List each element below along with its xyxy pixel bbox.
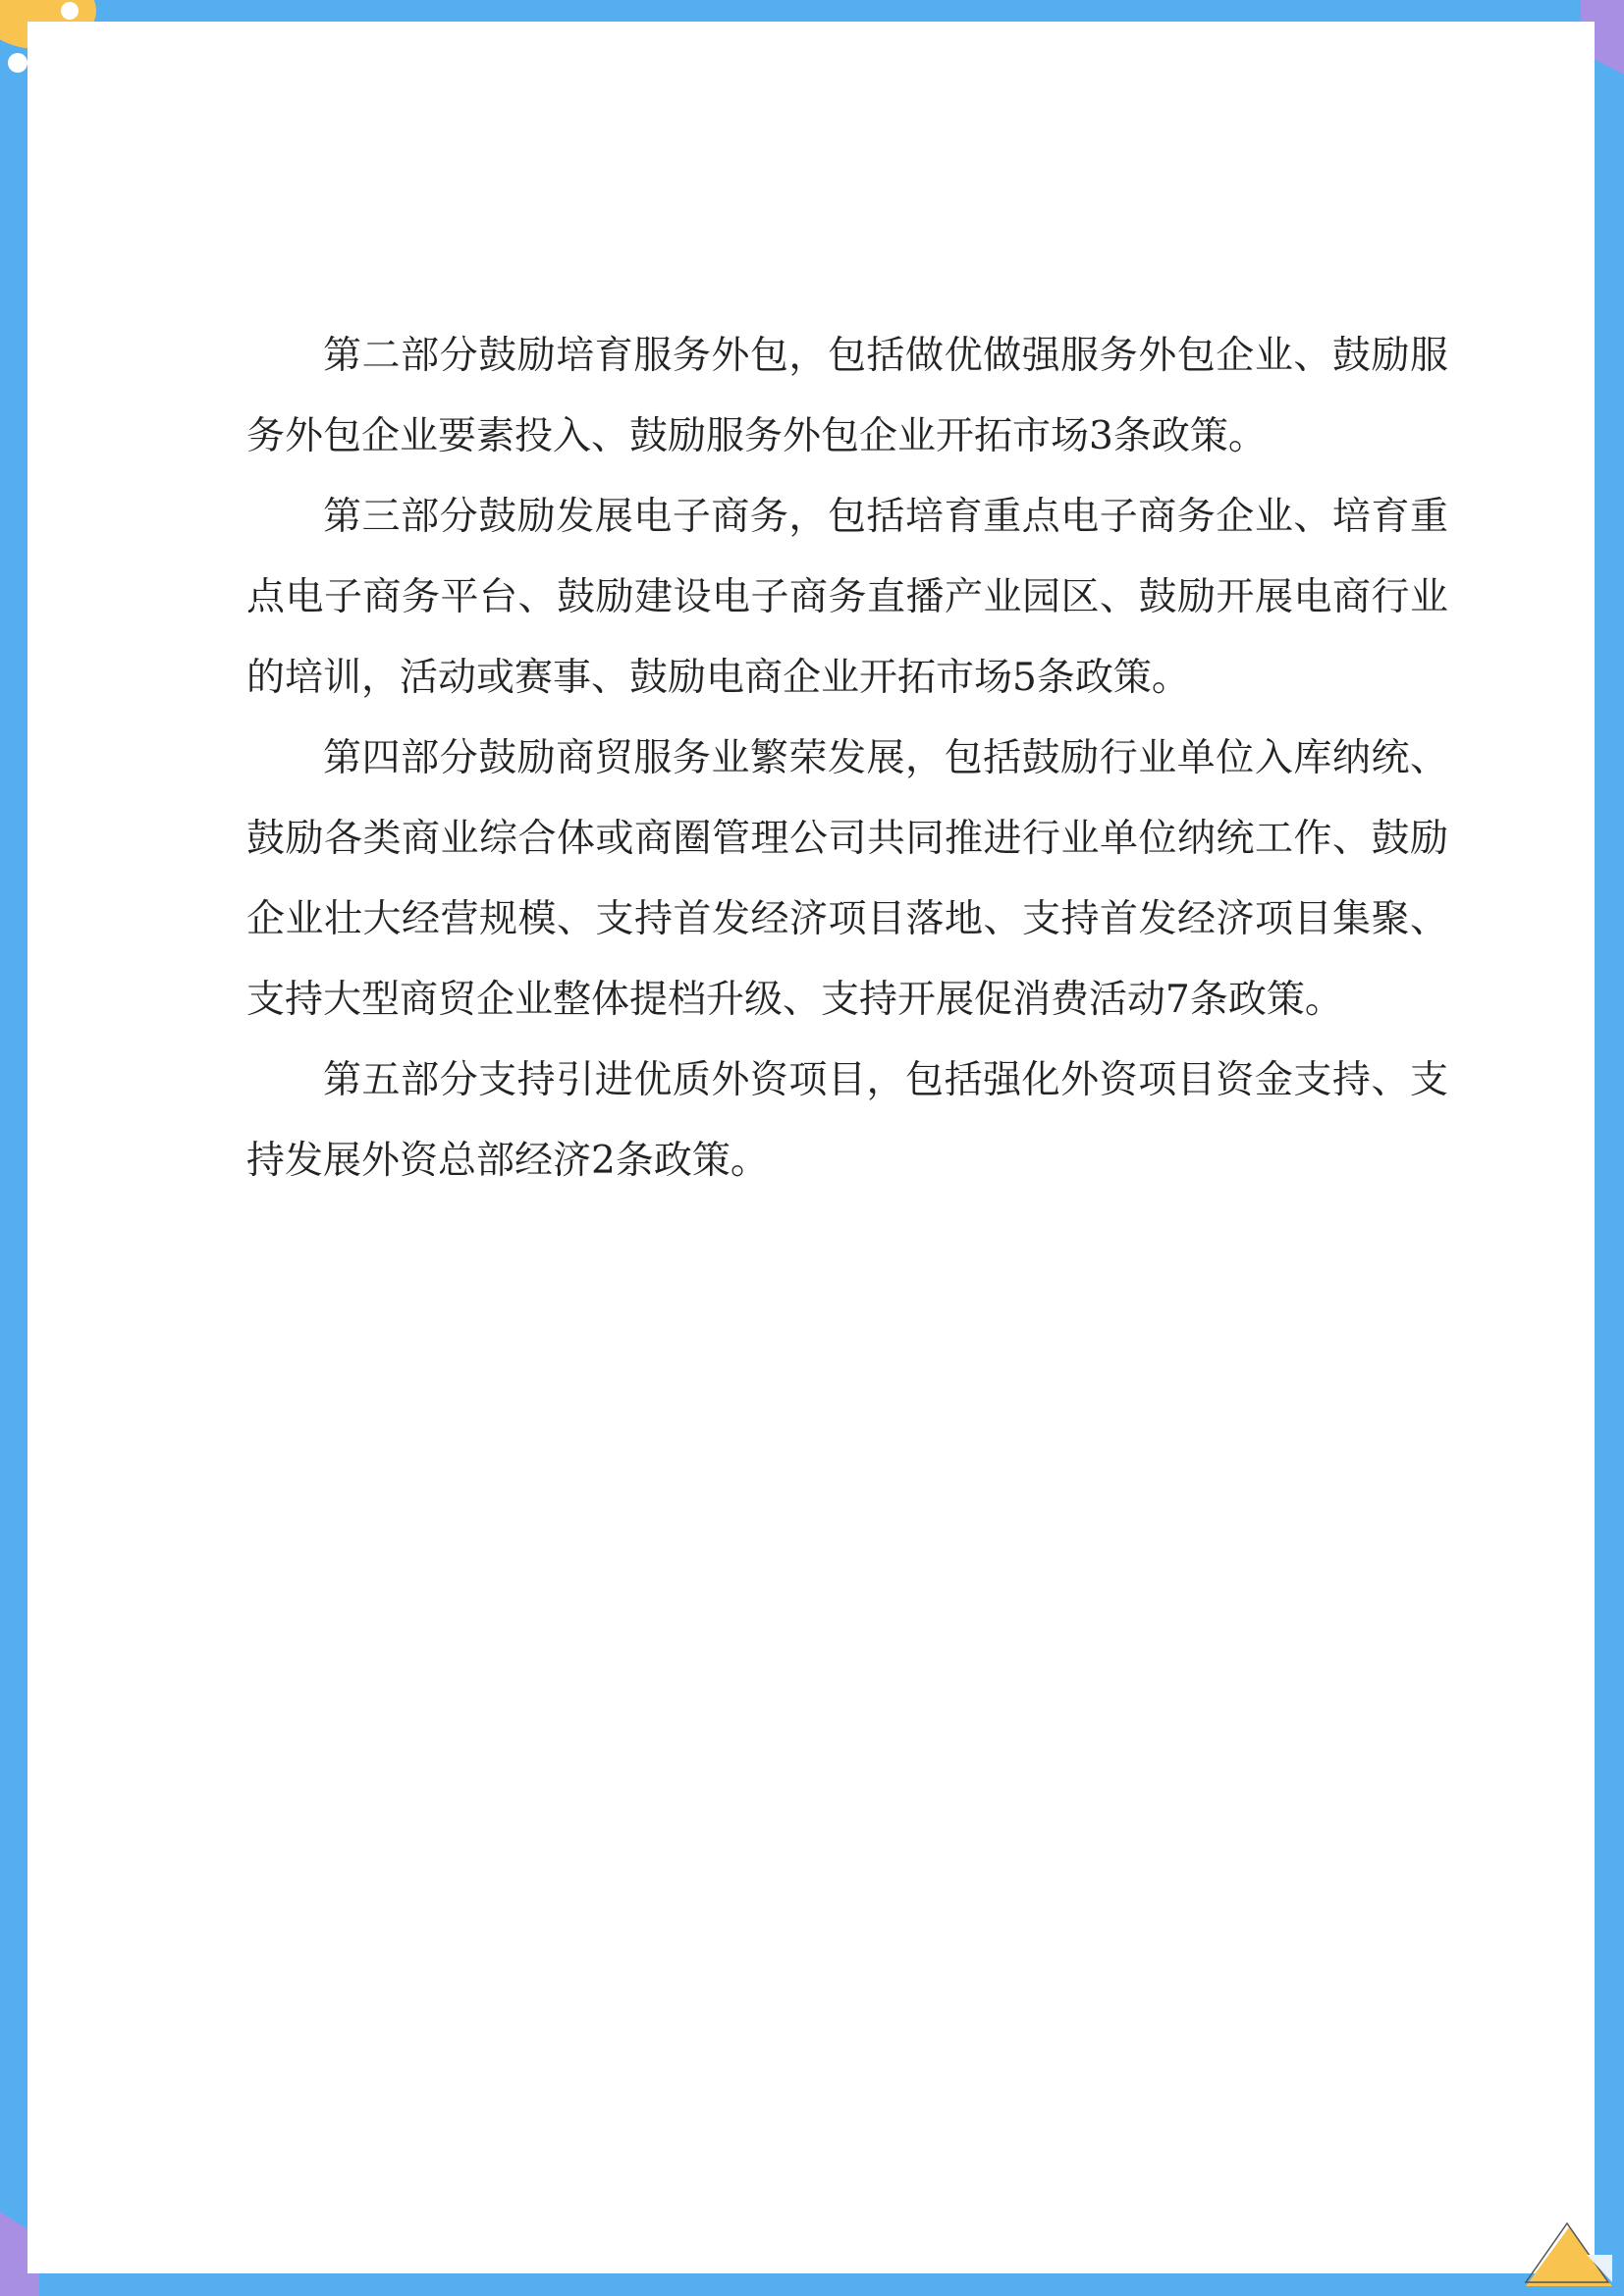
paragraph: 第三部分鼓励发展电子商务，包括培育重点电子商务企业、培育重点电子商务平台、鼓励建设电子商务直播产业园区、鼓励开展电商行业的培训，活动或赛事、鼓励电商企业开拓市场5条政策。 bbox=[246, 495, 1448, 700]
corner-decoration-dot bbox=[8, 53, 27, 73]
paragraph: 第二部分鼓励培育服务外包，包括做优做强服务外包企业、鼓励服务外包企业要素投入、鼓励服务外包企业开拓市场3条政策。 bbox=[246, 334, 1448, 458]
paragraph: 第四部分鼓励商贸服务业繁荣发展，包括鼓励行业单位入库纳统、鼓励各类商业综合体或商圈管理公司共同推进行业单位纳统工作、鼓励企业壮大经营规模、支持首发经济项目落地、支持首发经济项目集聚、支持大型商贸企业整体提档升级、支持开展促消费活动7条政策。 bbox=[246, 736, 1448, 1022]
document-page bbox=[27, 22, 1595, 2273]
paragraph: 第五部分支持引进优质外资项目，包括强化外资项目资金支持、支持发展外资总部经济2条政策。 bbox=[246, 1058, 1448, 1183]
document-body bbox=[246, 316, 1448, 1201]
triangle-decoration bbox=[1518, 2221, 1616, 2290]
corner-decoration-ring bbox=[49, 24, 90, 65]
corner-decoration-dot bbox=[61, 2, 79, 20]
